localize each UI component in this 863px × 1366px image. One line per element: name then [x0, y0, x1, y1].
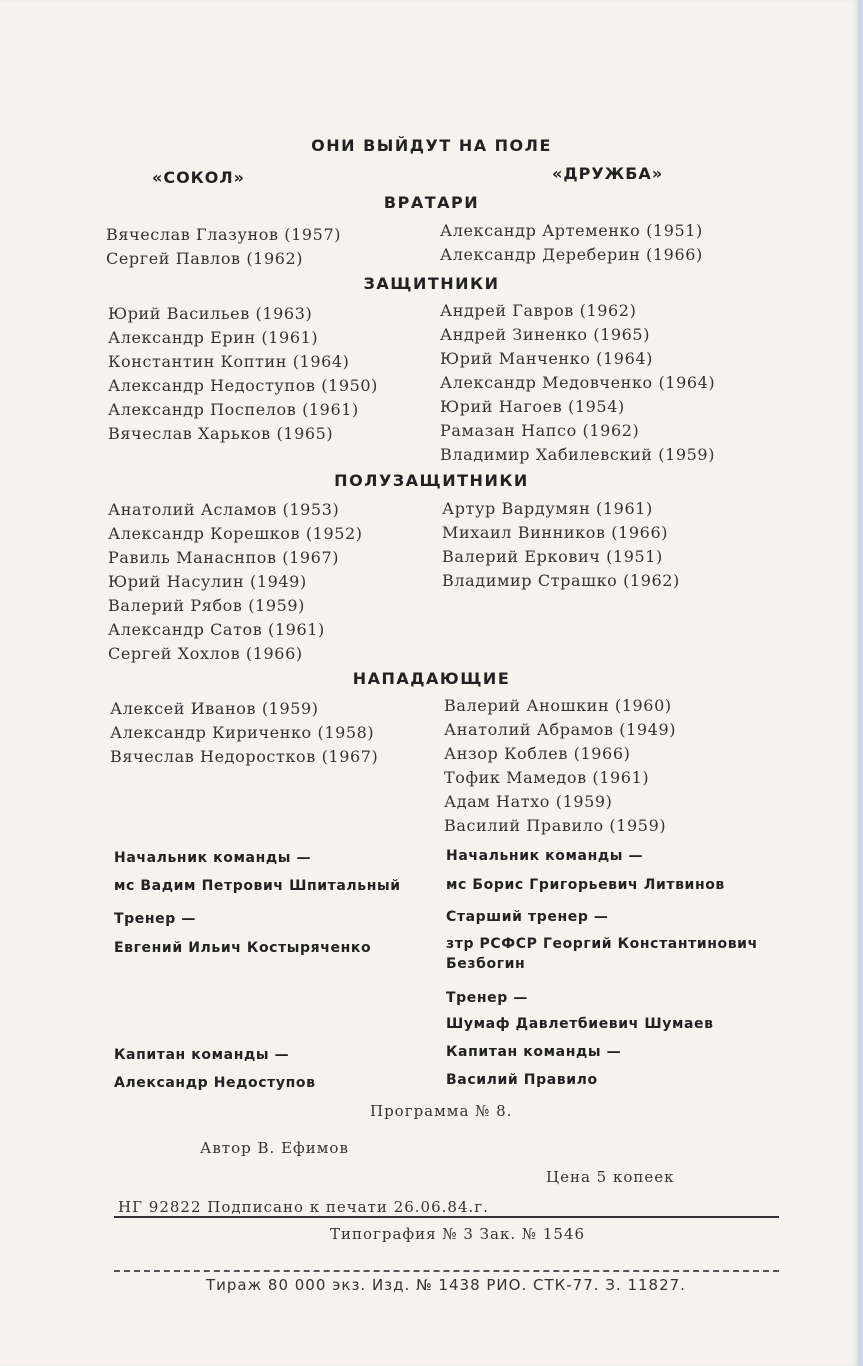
- player-name: Александр Поспелов (1961): [108, 400, 359, 419]
- player-name: Вячеслав Харьков (1965): [108, 424, 334, 443]
- right-chief-name: мс Борис Григорьевич Литвинов: [446, 877, 725, 893]
- left-coach-name: Евгений Ильич Костыряченко: [114, 940, 372, 956]
- right-chief-label: Начальник команды —: [446, 848, 644, 864]
- player-name: Александр Артеменко (1951): [440, 221, 703, 240]
- player-name: Адам Натхо (1959): [444, 792, 613, 811]
- section-title-midfielders: ПОЛУЗАЩИТНИКИ: [334, 471, 529, 490]
- player-name: Юрий Васильев (1963): [108, 304, 313, 323]
- program-number: Программа № 8.: [370, 1102, 513, 1120]
- player-name: Артур Вардумян (1961): [442, 499, 653, 518]
- defenders-right-list: [440, 299, 715, 467]
- midfielders-left-list: [108, 498, 363, 666]
- section-title-defenders: ЗАЩИТНИКИ: [363, 274, 500, 293]
- player-name: Анатолий Абрамов (1949): [444, 720, 677, 739]
- player-name: Анатолий Асламов (1953): [108, 500, 340, 519]
- typography-line: Типография № 3 Зак. № 1546: [330, 1225, 586, 1243]
- divider-top: [114, 1216, 779, 1218]
- forwards-right-list: [444, 694, 676, 838]
- defenders-left-list: [108, 302, 378, 446]
- section-title-goalkeepers: ВРАТАРИ: [383, 193, 480, 212]
- goalkeepers-right-list: [440, 219, 703, 267]
- player-name: Юрий Нагоев (1954): [440, 397, 625, 416]
- team-left-name: «СОКОЛ»: [152, 168, 245, 187]
- right-coach-name: Шумаф Давлетбиевич Шумаев: [446, 1016, 714, 1032]
- team-right-name: «ДРУЖБА»: [552, 164, 664, 183]
- player-name: Равиль Манаснпов (1967): [108, 548, 340, 567]
- right-senior-coach-name: зтр РСФСР Георгий Константинович: [446, 936, 758, 952]
- player-name: Вячеслав Глазунов (1957): [106, 225, 342, 244]
- right-senior-coach-label: Старший тренер —: [446, 909, 609, 925]
- player-name: Владимир Страшко (1962): [442, 571, 680, 590]
- player-name: Константин Коптин (1964): [108, 352, 350, 371]
- player-name: Сергей Хохлов (1966): [108, 644, 303, 663]
- player-name: Андрей Гавров (1962): [440, 301, 637, 320]
- player-name: Валерий Рябов (1959): [108, 596, 306, 615]
- player-name: Михаил Винников (1966): [442, 523, 669, 542]
- left-coach-label: Тренер —: [114, 911, 196, 927]
- player-name: Тофик Мамедов (1961): [444, 768, 650, 787]
- section-title-forwards: НАПАДАЮЩИЕ: [352, 669, 511, 688]
- goalkeepers-left-list: [106, 223, 341, 271]
- left-chief-name: мс Вадим Петрович Шпитальный: [114, 878, 401, 894]
- player-name: Валерий Еркович (1951): [442, 547, 663, 566]
- right-captain-name: Василий Правило: [446, 1072, 598, 1088]
- player-name: Александр Дереберин (1966): [440, 245, 703, 264]
- left-captain-name: Александр Недоступов: [114, 1075, 316, 1091]
- right-senior-coach-surname: Безбогин: [446, 956, 526, 972]
- midfielders-right-list: [442, 497, 680, 593]
- player-name: Юрий Насулин (1949): [108, 572, 307, 591]
- player-name: Владимир Хабилевский (1959): [440, 445, 716, 464]
- player-name: Юрий Манченко (1964): [440, 349, 653, 368]
- player-name: Александр Сатов (1961): [108, 620, 325, 639]
- player-name: Василий Правило (1959): [444, 816, 667, 835]
- player-name: Александр Корешков (1952): [108, 524, 363, 543]
- divider-bottom: [114, 1270, 779, 1272]
- player-name: Андрей Зиненко (1965): [440, 325, 651, 344]
- player-name: Валерий Аношкин (1960): [444, 696, 672, 715]
- right-coach-label: Тренер —: [446, 990, 528, 1006]
- price-line: Цена 5 копеек: [546, 1168, 675, 1186]
- author-line: Автор В. Ефимов: [200, 1139, 349, 1157]
- page-title: ОНИ ВЫЙДУТ НА ПОЛЕ: [311, 136, 552, 155]
- player-name: Алексей Иванов (1959): [110, 699, 319, 718]
- player-name: Вячеслав Недоростков (1967): [110, 747, 379, 766]
- signed-line: НГ 92822 Подписано к печати 26.06.84.г.: [118, 1198, 489, 1216]
- player-name: Анзор Коблев (1966): [444, 744, 631, 763]
- circulation-line: Тираж 80 000 экз. Изд. № 1438 РИО. СТК-77. З. 11827.: [206, 1276, 686, 1294]
- player-name: Александр Медовченко (1964): [440, 373, 716, 392]
- left-chief-label: Начальник команды —: [114, 850, 312, 866]
- forwards-left-list: [110, 697, 378, 769]
- player-name: Александр Ерин (1961): [108, 328, 319, 347]
- player-name: Александр Кириченко (1958): [110, 723, 375, 742]
- left-captain-label: Капитан команды —: [114, 1047, 290, 1063]
- right-captain-label: Капитан команды —: [446, 1044, 622, 1060]
- player-name: Рамазан Напсо (1962): [440, 421, 640, 440]
- player-name: Александр Недоступов (1950): [108, 376, 379, 395]
- player-name: Сергей Павлов (1962): [106, 249, 304, 268]
